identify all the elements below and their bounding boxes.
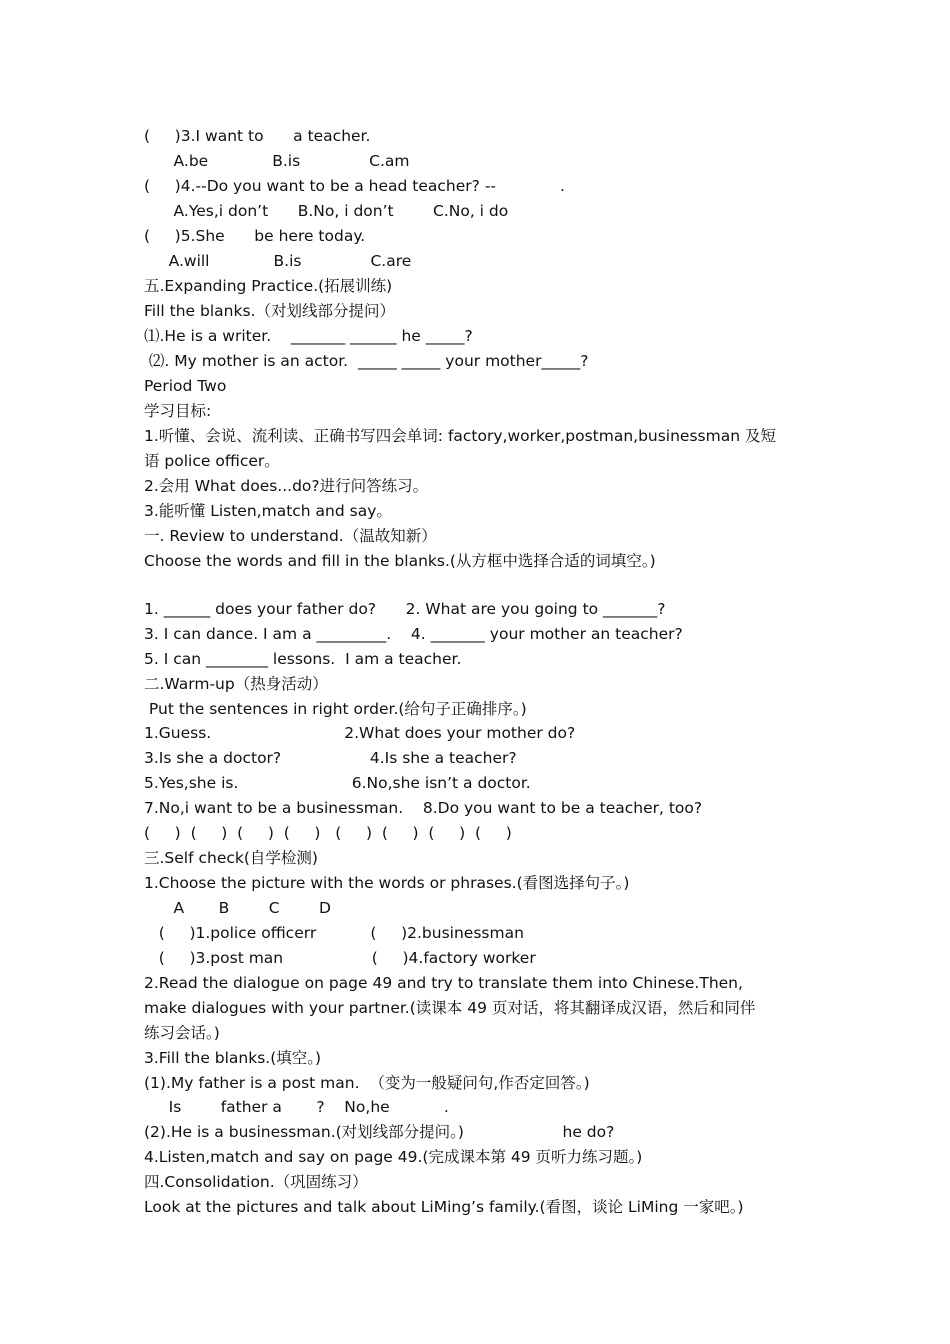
text-line: 4.Listen,match and say on page 49.(完成课本第 49 页听力练习题。)	[144, 1148, 643, 1166]
instruction: Put the sentences in right order.(给句子正确排序。)	[144, 700, 527, 718]
answer-slots: ( ) ( ) ( ) ( ) ( ) ( ) ( ) ( )	[144, 824, 512, 842]
period-heading: Period Two	[144, 377, 227, 395]
text-line: make dialogues with your partner.(读课本 49 页对话，将其翻译成汉语，然后和同伴	[144, 999, 756, 1017]
text-line: 练习会话。)	[144, 1024, 220, 1042]
section-heading: 四.Consolidation.（巩固练习）	[144, 1173, 368, 1191]
text-line: A.be B.is C.am	[144, 152, 410, 170]
text-line: (1).My father is a post man. （变为一般疑问句,作否定回答。)	[144, 1074, 590, 1092]
section-heading: 一. Review to understand.（温故知新）	[144, 527, 437, 545]
section-heading: 三.Self check(自学检测)	[144, 849, 318, 867]
text-line: 1. ______ does your father do? 2. What are you going to _______?	[144, 600, 666, 618]
instruction: Fill the blanks.（对划线部分提问）	[144, 302, 395, 320]
instruction: Choose the words and fill in the blanks.(从方框中选择合适的词填空。)	[144, 552, 656, 570]
text-line: Is father a ? No,he .	[144, 1098, 449, 1116]
text-line: Look at the pictures and talk about LiMing’s family.(看图，谈论 LiMing 一家吧。)	[144, 1198, 744, 1216]
text-line: ( )3.post man ( )4.factory worker	[144, 949, 536, 967]
text-line: 5. I can ________ lessons. I am a teacher.	[144, 650, 462, 668]
text-line: ⑵. My mother is an actor. _____ _____ your mother_____?	[144, 352, 589, 370]
section-heading: 五.Expanding Practice.(拓展训练)	[144, 277, 393, 295]
text-line: 3.能听懂 Listen,match and say。	[144, 502, 392, 520]
text-line: ⑴.He is a writer. _______ ______ he _____?	[144, 327, 473, 345]
instruction: 3.Fill the blanks.(填空。)	[144, 1049, 322, 1067]
text-line: 1.听懂、会说、流利读、正确书写四会单词: factory,worker,postman,businessman 及短	[144, 427, 776, 445]
text-line: A.will B.is C.are	[144, 252, 412, 270]
section-heading: 二.Warm-up（热身活动）	[144, 675, 328, 693]
text-line: ( )1.police officerr ( )2.businessman	[144, 924, 524, 942]
text-line: 2.Read the dialogue on page 49 and try to translate them into Chinese.Then,	[144, 974, 743, 992]
goals-heading: 学习目标:	[144, 402, 212, 420]
text-line: 7.No,i want to be a businessman. 8.Do you want to be a teacher, too?	[144, 799, 703, 817]
text-line: ( )3.I want to a teacher.	[144, 127, 371, 145]
text-line: 语 police officer。	[144, 452, 280, 470]
text-line: (2).He is a businessman.(对划线部分提问。) he do?	[144, 1123, 615, 1141]
instruction: 1.Choose the picture with the words or phrases.(看图选择句子。)	[144, 874, 630, 892]
text-line: 5.Yes,she is. 6.No,she isn’t a doctor.	[144, 774, 531, 792]
text-line: A B C D	[144, 899, 331, 917]
text-line: 2.会用 What does...do?进行问答练习。	[144, 477, 429, 495]
text-line: A.Yes,i don’t B.No, i don’t C.No, i do	[144, 202, 509, 220]
text-line: ( )4.--Do you want to be a head teacher? -- .	[144, 177, 565, 195]
text-line: 3.Is she a doctor? 4.Is she a teacher?	[144, 749, 517, 767]
text-line: ( )5.She be here today.	[144, 227, 366, 245]
text-line: 1.Guess. 2.What does your mother do?	[144, 724, 576, 742]
text-line: 3. I can dance. I am a _________. 4. _______ your mother an teacher?	[144, 625, 683, 643]
